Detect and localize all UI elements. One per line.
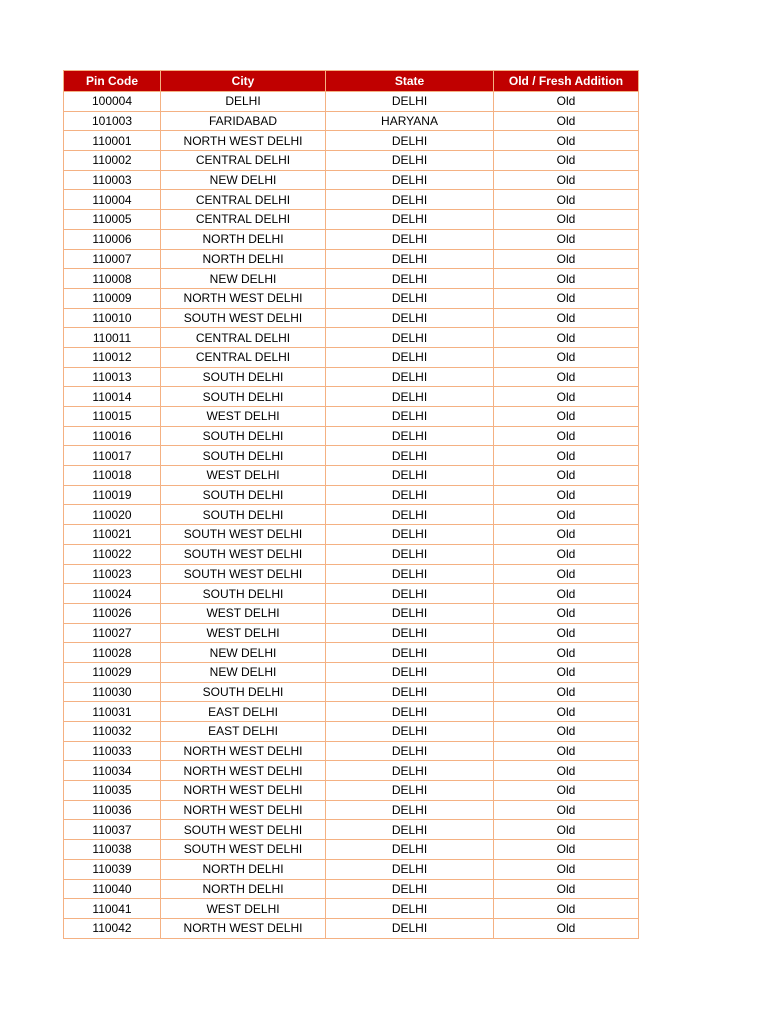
city-cell: NEW DELHI (161, 170, 326, 190)
state-cell: DELHI (326, 131, 494, 151)
state-cell: DELHI (326, 151, 494, 171)
pin-code-cell: 101003 (64, 111, 161, 131)
city-cell: NORTH DELHI (161, 859, 326, 879)
state-cell: DELHI (326, 682, 494, 702)
state-cell: DELHI (326, 800, 494, 820)
city-cell: NORTH WEST DELHI (161, 918, 326, 938)
city-cell: CENTRAL DELHI (161, 210, 326, 230)
table-row (64, 288, 639, 308)
addition-status-cell: Old (494, 151, 639, 171)
pin-code-cell: 110016 (64, 426, 161, 446)
state-cell: DELHI (326, 918, 494, 938)
addition-status-cell: Old (494, 505, 639, 525)
table-body (64, 92, 639, 939)
addition-status-cell: Old (494, 249, 639, 269)
table-row (64, 210, 639, 230)
table-row (64, 722, 639, 742)
pin-code-cell: 110037 (64, 820, 161, 840)
addition-status-cell: Old (494, 229, 639, 249)
addition-status-cell: Old (494, 525, 639, 545)
city-cell: SOUTH WEST DELHI (161, 308, 326, 328)
state-cell: DELHI (326, 564, 494, 584)
addition-status-cell: Old (494, 466, 639, 486)
city-cell: WEST DELHI (161, 603, 326, 623)
addition-status-cell: Old (494, 485, 639, 505)
city-cell: NORTH WEST DELHI (161, 288, 326, 308)
pin-code-cell: 100004 (64, 92, 161, 112)
city-cell: SOUTH DELHI (161, 584, 326, 604)
pin-code-cell: 110021 (64, 525, 161, 545)
addition-status-cell: Old (494, 446, 639, 466)
state-cell: DELHI (326, 603, 494, 623)
state-cell: DELHI (326, 328, 494, 348)
table-row (64, 879, 639, 899)
pin-code-cell: 110011 (64, 328, 161, 348)
table-row (64, 466, 639, 486)
table-row (64, 92, 639, 112)
state-cell: DELHI (326, 899, 494, 919)
city-cell: SOUTH DELHI (161, 505, 326, 525)
table-row (64, 308, 639, 328)
table-row (64, 662, 639, 682)
addition-status-cell: Old (494, 269, 639, 289)
city-cell: SOUTH DELHI (161, 682, 326, 702)
city-cell: SOUTH WEST DELHI (161, 564, 326, 584)
state-cell: DELHI (326, 544, 494, 564)
addition-status-cell: Old (494, 131, 639, 151)
header-pin-code: Pin Code (64, 71, 161, 92)
city-cell: WEST DELHI (161, 466, 326, 486)
pin-code-table (63, 70, 639, 939)
addition-status-cell: Old (494, 702, 639, 722)
addition-status-cell: Old (494, 840, 639, 860)
city-cell: NORTH WEST DELHI (161, 131, 326, 151)
pin-code-cell: 110039 (64, 859, 161, 879)
pin-code-cell: 110010 (64, 308, 161, 328)
pin-code-cell: 110024 (64, 584, 161, 604)
table-row (64, 682, 639, 702)
pin-code-cell: 110015 (64, 407, 161, 427)
city-cell: SOUTH WEST DELHI (161, 820, 326, 840)
city-cell: DELHI (161, 92, 326, 112)
header-city: City (161, 71, 326, 92)
pin-code-cell: 110022 (64, 544, 161, 564)
pin-code-cell: 110042 (64, 918, 161, 938)
city-cell: NORTH WEST DELHI (161, 741, 326, 761)
state-cell: DELHI (326, 485, 494, 505)
state-cell: HARYANA (326, 111, 494, 131)
pin-code-cell: 110020 (64, 505, 161, 525)
addition-status-cell: Old (494, 328, 639, 348)
state-cell: DELHI (326, 879, 494, 899)
table-row (64, 426, 639, 446)
table-row (64, 859, 639, 879)
city-cell: SOUTH DELHI (161, 387, 326, 407)
state-cell: DELHI (326, 210, 494, 230)
city-cell: FARIDABAD (161, 111, 326, 131)
pin-code-cell: 110004 (64, 190, 161, 210)
state-cell: DELHI (326, 387, 494, 407)
city-cell: EAST DELHI (161, 722, 326, 742)
pin-code-cell: 110001 (64, 131, 161, 151)
state-cell: DELHI (326, 584, 494, 604)
state-cell: DELHI (326, 92, 494, 112)
city-cell: SOUTH DELHI (161, 426, 326, 446)
addition-status-cell: Old (494, 190, 639, 210)
city-cell: SOUTH DELHI (161, 446, 326, 466)
state-cell: DELHI (326, 781, 494, 801)
pin-code-cell: 110029 (64, 662, 161, 682)
city-cell: WEST DELHI (161, 899, 326, 919)
addition-status-cell: Old (494, 426, 639, 446)
state-cell: DELHI (326, 426, 494, 446)
table-row (64, 761, 639, 781)
addition-status-cell: Old (494, 544, 639, 564)
state-cell: DELHI (326, 525, 494, 545)
addition-status-cell: Old (494, 682, 639, 702)
pin-code-cell: 110005 (64, 210, 161, 230)
table-row (64, 485, 639, 505)
pin-code-cell: 110027 (64, 623, 161, 643)
city-cell: EAST DELHI (161, 702, 326, 722)
table-row (64, 741, 639, 761)
addition-status-cell: Old (494, 288, 639, 308)
addition-status-cell: Old (494, 623, 639, 643)
table-row (64, 387, 639, 407)
pin-code-cell: 110018 (64, 466, 161, 486)
city-cell: SOUTH WEST DELHI (161, 544, 326, 564)
table-row (64, 407, 639, 427)
addition-status-cell: Old (494, 643, 639, 663)
city-cell: SOUTH DELHI (161, 485, 326, 505)
pin-code-cell: 110006 (64, 229, 161, 249)
pin-code-cell: 110031 (64, 702, 161, 722)
pin-code-cell: 110019 (64, 485, 161, 505)
table-row (64, 840, 639, 860)
city-cell: SOUTH DELHI (161, 367, 326, 387)
city-cell: WEST DELHI (161, 407, 326, 427)
addition-status-cell: Old (494, 603, 639, 623)
table-row (64, 269, 639, 289)
pin-code-cell: 110035 (64, 781, 161, 801)
city-cell: NORTH WEST DELHI (161, 800, 326, 820)
addition-status-cell: Old (494, 820, 639, 840)
city-cell: WEST DELHI (161, 623, 326, 643)
addition-status-cell: Old (494, 918, 639, 938)
table-row (64, 151, 639, 171)
state-cell: DELHI (326, 702, 494, 722)
state-cell: DELHI (326, 662, 494, 682)
table-header-row (64, 71, 639, 92)
state-cell: DELHI (326, 170, 494, 190)
city-cell: CENTRAL DELHI (161, 190, 326, 210)
city-cell: NEW DELHI (161, 269, 326, 289)
state-cell: DELHI (326, 308, 494, 328)
addition-status-cell: Old (494, 367, 639, 387)
table-row (64, 446, 639, 466)
addition-status-cell: Old (494, 899, 639, 919)
pin-code-cell: 110033 (64, 741, 161, 761)
table-row (64, 367, 639, 387)
addition-status-cell: Old (494, 308, 639, 328)
addition-status-cell: Old (494, 210, 639, 230)
table-row (64, 170, 639, 190)
state-cell: DELHI (326, 643, 494, 663)
state-cell: DELHI (326, 741, 494, 761)
addition-status-cell: Old (494, 859, 639, 879)
table-row (64, 800, 639, 820)
table-row (64, 643, 639, 663)
addition-status-cell: Old (494, 761, 639, 781)
table-row (64, 111, 639, 131)
pin-code-cell: 110014 (64, 387, 161, 407)
pin-code-cell: 110041 (64, 899, 161, 919)
addition-status-cell: Old (494, 92, 639, 112)
addition-status-cell: Old (494, 722, 639, 742)
table-row (64, 603, 639, 623)
addition-status-cell: Old (494, 564, 639, 584)
city-cell: CENTRAL DELHI (161, 151, 326, 171)
addition-status-cell: Old (494, 741, 639, 761)
state-cell: DELHI (326, 820, 494, 840)
city-cell: NORTH DELHI (161, 879, 326, 899)
addition-status-cell: Old (494, 781, 639, 801)
pin-code-cell: 110002 (64, 151, 161, 171)
addition-status-cell: Old (494, 879, 639, 899)
table-row (64, 328, 639, 348)
state-cell: DELHI (326, 229, 494, 249)
state-cell: DELHI (326, 407, 494, 427)
table-row (64, 623, 639, 643)
state-cell: DELHI (326, 761, 494, 781)
pin-code-sheet (63, 70, 639, 939)
table-row (64, 820, 639, 840)
city-cell: NORTH DELHI (161, 249, 326, 269)
state-cell: DELHI (326, 446, 494, 466)
pin-code-cell: 110030 (64, 682, 161, 702)
table-row (64, 525, 639, 545)
city-cell: NORTH DELHI (161, 229, 326, 249)
addition-status-cell: Old (494, 170, 639, 190)
pin-code-cell: 110008 (64, 269, 161, 289)
city-cell: CENTRAL DELHI (161, 328, 326, 348)
table-row (64, 347, 639, 367)
table-row (64, 505, 639, 525)
table-row (64, 190, 639, 210)
state-cell: DELHI (326, 347, 494, 367)
pin-code-cell: 110012 (64, 347, 161, 367)
addition-status-cell: Old (494, 407, 639, 427)
addition-status-cell: Old (494, 800, 639, 820)
table-row (64, 544, 639, 564)
pin-code-cell: 110040 (64, 879, 161, 899)
city-cell: NORTH WEST DELHI (161, 761, 326, 781)
table-row (64, 781, 639, 801)
pin-code-cell: 110009 (64, 288, 161, 308)
addition-status-cell: Old (494, 387, 639, 407)
city-cell: CENTRAL DELHI (161, 347, 326, 367)
header-old-fresh-addition: Old / Fresh Addition (494, 71, 639, 92)
city-cell: NORTH WEST DELHI (161, 781, 326, 801)
pin-code-cell: 110013 (64, 367, 161, 387)
state-cell: DELHI (326, 269, 494, 289)
table-row (64, 249, 639, 269)
table-row (64, 131, 639, 151)
pin-code-cell: 110026 (64, 603, 161, 623)
state-cell: DELHI (326, 190, 494, 210)
city-cell: NEW DELHI (161, 643, 326, 663)
pin-code-cell: 110007 (64, 249, 161, 269)
pin-code-cell: 110038 (64, 840, 161, 860)
state-cell: DELHI (326, 288, 494, 308)
state-cell: DELHI (326, 249, 494, 269)
pin-code-cell: 110003 (64, 170, 161, 190)
state-cell: DELHI (326, 859, 494, 879)
table-row (64, 702, 639, 722)
state-cell: DELHI (326, 466, 494, 486)
addition-status-cell: Old (494, 662, 639, 682)
pin-code-cell: 110023 (64, 564, 161, 584)
table-row (64, 229, 639, 249)
pin-code-cell: 110017 (64, 446, 161, 466)
pin-code-cell: 110034 (64, 761, 161, 781)
addition-status-cell: Old (494, 347, 639, 367)
pin-code-cell: 110032 (64, 722, 161, 742)
pin-code-cell: 110028 (64, 643, 161, 663)
state-cell: DELHI (326, 722, 494, 742)
state-cell: DELHI (326, 623, 494, 643)
table-row (64, 564, 639, 584)
state-cell: DELHI (326, 367, 494, 387)
table-row (64, 899, 639, 919)
table-row (64, 584, 639, 604)
state-cell: DELHI (326, 840, 494, 860)
city-cell: SOUTH WEST DELHI (161, 840, 326, 860)
table-row (64, 918, 639, 938)
addition-status-cell: Old (494, 584, 639, 604)
pin-code-cell: 110036 (64, 800, 161, 820)
header-state: State (326, 71, 494, 92)
city-cell: SOUTH WEST DELHI (161, 525, 326, 545)
state-cell: DELHI (326, 505, 494, 525)
city-cell: NEW DELHI (161, 662, 326, 682)
addition-status-cell: Old (494, 111, 639, 131)
